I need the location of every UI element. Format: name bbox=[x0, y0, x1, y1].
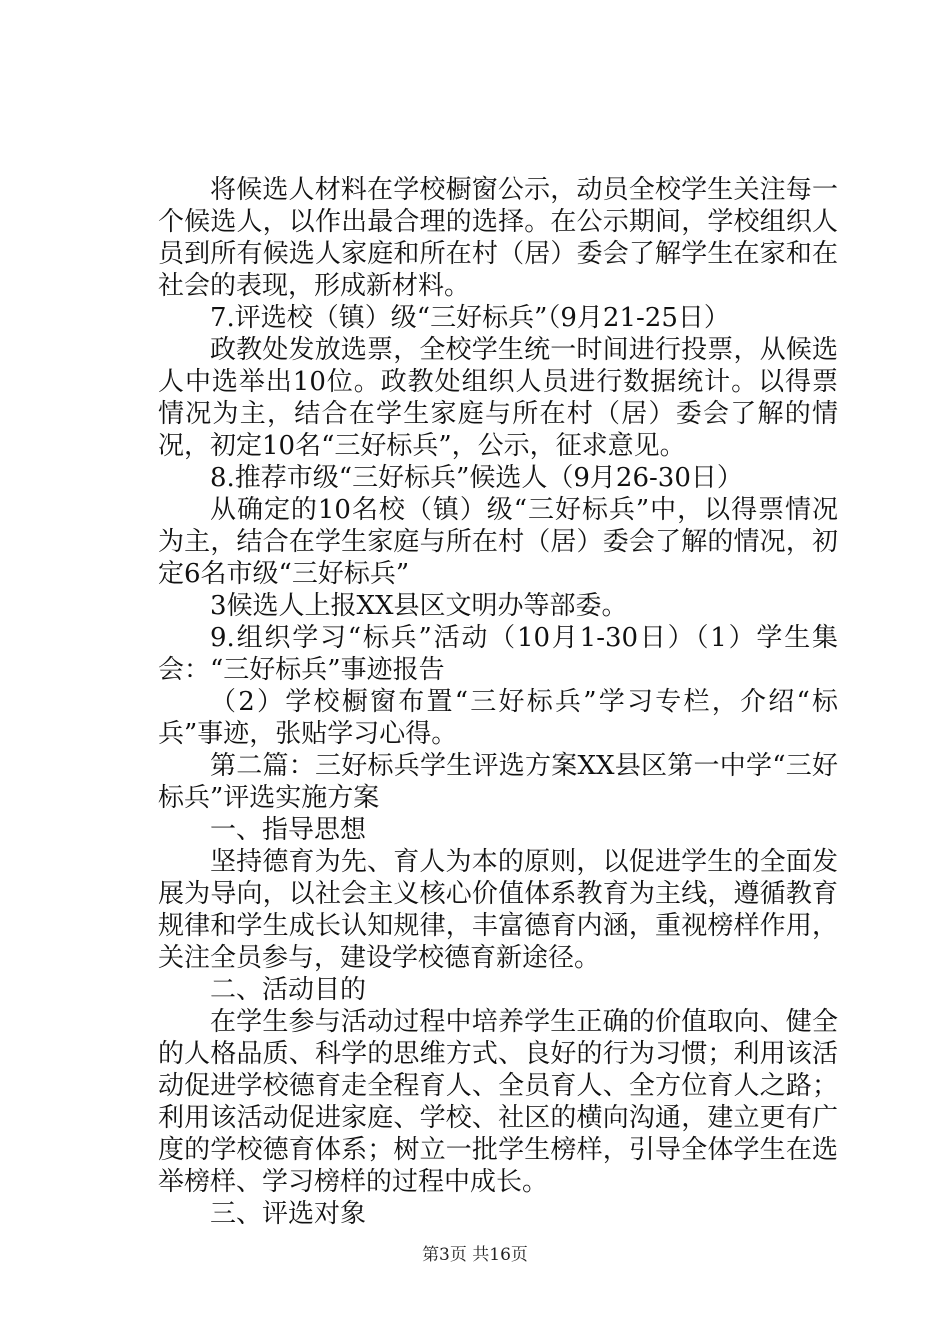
paragraph: 8.推荐市级“三好标兵”候选人（9月26-30日） bbox=[210, 463, 743, 493]
paragraph: 从确定的10名校（镇）级“三好标兵”中，以得票情况为主，结合在学生家庭与所在村（居）委会了解的情况，初定6名市级“三好标兵” bbox=[158, 495, 838, 589]
paragraph: 7.评选校（镇）级“三好标兵”（9月21-25日） bbox=[210, 303, 730, 333]
section-heading: 二、活动目的 bbox=[210, 975, 367, 1005]
paragraph: 9.组织学习“标兵”活动（10月1-30日）（1）学生集会：“三好标兵”事迹报告 bbox=[158, 623, 838, 685]
paragraph: 在学生参与活动过程中培养学生正确的价值取向、健全的人格品质、科学的思维方式、良好的行为习惯；利用该活动促进学校德育走全程育人、全员育人、全方位育人之路；利用该活动促进家庭、学校、社区的横向沟通，建立更有广度的学校德育体系；树立一批学生榜样，引导全体学生在选举榜样、学习榜样的过程中成长。 bbox=[158, 1007, 838, 1197]
page-number-footer: 第3页 共16页 bbox=[422, 1245, 528, 1265]
section-heading: 一、指导思想 bbox=[210, 815, 367, 845]
paragraph: 第二篇：三好标兵学生评选方案XX县区第一中学“三好标兵”评选实施方案 bbox=[158, 751, 838, 813]
paragraph: 坚持德育为先、育人为本的原则，以促进学生的全面发展为导向，以社会主义核心价值体系教育为主线，遵循教育规律和学生成长认知规律，丰富德育内涵，重视榜样作用，关注全员参与，建设学校德育新途径。 bbox=[158, 847, 838, 973]
paragraph: （2）学校橱窗布置“三好标兵”学习专栏，介绍“标兵”事迹，张贴学习心得。 bbox=[158, 687, 838, 749]
section-heading: 三、评选对象 bbox=[210, 1199, 367, 1229]
paragraph: 3候选人上报XX县区文明办等部委。 bbox=[210, 591, 628, 621]
paragraph: 政教处发放选票，全校学生统一时间进行投票，从候选人中选举出10位。政教处组织人员进行数据统计。以得票情况为主，结合在学生家庭与所在村（居）委会了解的情况，初定10名“三好标兵”，公示，征求意见。 bbox=[158, 335, 838, 461]
paragraph: 将候选人材料在学校橱窗公示，动员全校学生关注每一个候选人，以作出最合理的选择。在公示期间，学校组织人员到所有候选人家庭和所在村（居）委会了解学生在家和在社会的表现，形成新材料。 bbox=[158, 175, 838, 301]
document-body bbox=[158, 174, 838, 1230]
